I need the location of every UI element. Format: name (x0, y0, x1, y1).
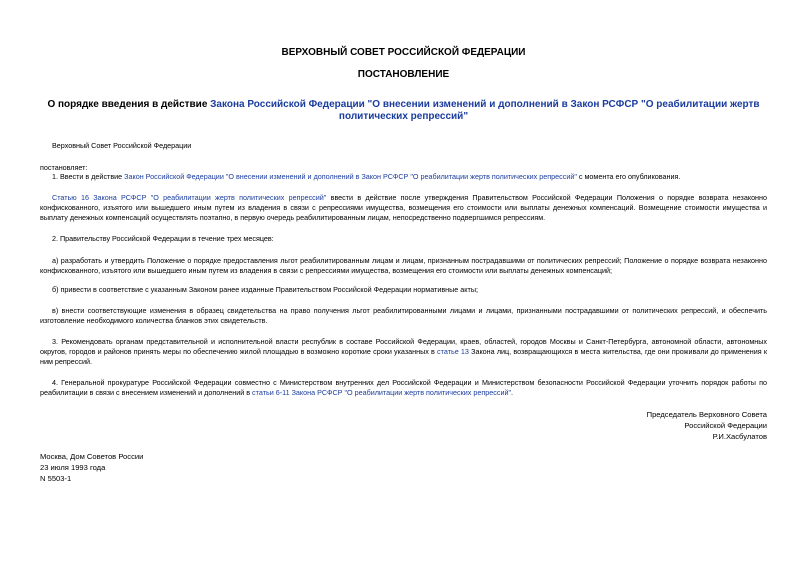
council-heading: ВЕРХОВНЫЙ СОВЕТ РОССИЙСКОЙ ФЕДЕРАЦИИ (281, 47, 526, 58)
paragraph-4 (40, 378, 767, 398)
paragraph-3 (40, 337, 767, 367)
p3-prefix: 3. Рекомендовать органам представительной и исполнительной власти республик в составе Российской Федерации, краев, областей, городов Москвы и Санкт-Петербурга, автономной области, автономных округов, городов и районов принять меры по обеспечению жилой площадью в возможно короткие сроки указанных в (40, 337, 767, 356)
intro-text: Верховный Совет Российской Федерации (52, 141, 192, 150)
paragraph-2a: а) разработать и утвердить Положение о порядке предоставления льгот реабилитированным лицам и лицам, признанным пострадавшими от политических репрессий; Положение о порядке возврата незаконно конфискованного, изъятого или вышедшего иным путем из владения в связи с репрессиями имущества, возмещения его стоимости или выплаты денежных компенсаций; (40, 256, 767, 275)
articles-6-11-link[interactable]: статьи 6-11 Закона РСФСР "О реабилитации жертв политических репрессий" (252, 388, 512, 397)
p3-suffix: Закона лиц, возвращающихся в места жительства, где они проживали до применения к ним репрессий. (40, 347, 768, 366)
p4-suffix: . (511, 388, 514, 397)
paragraph-1b (40, 193, 767, 223)
paragraph-2b: б) привести в соответствие с указанным Законом ранее изданные Правительством Российской Федерации нормативные акты; (52, 285, 478, 294)
doc-number: N 5503-1 (40, 474, 72, 483)
p1-prefix: 1. Ввести в действие (52, 172, 125, 181)
paragraph-2: 2. Правительству Российской Федерации в течение трех месяцев: (52, 234, 274, 243)
doc-type-heading: ПОСТАНОВЛЕНИЕ (357, 69, 450, 80)
p1-law-link[interactable]: Закон Российской Федерации "О внесении изменений и дополнений в Закон РСФСР "О реабилитации жертв политических репрессий" (124, 172, 577, 181)
paragraph-1 (40, 172, 767, 182)
place-text: Москва, Дом Советов России (40, 452, 144, 461)
paragraph-2c: в) внести соответствующие изменения в образец свидетельства на право получения льгот реабилитированными лицами и лицами, признанными пострадавшими от политических репрессий, и обеспечить изготовление необходимого количества бланков этих свидетельств. (40, 306, 767, 325)
place-date-block (40, 451, 143, 484)
title-prefix: О порядке введения в действие (47, 99, 211, 110)
signature-name: Р.И.Хасбулатов (712, 432, 767, 441)
p1b-text: ввести в действие после утверждения Правительством Российской Федерации Положения о порядке возврата незаконно конфискованного, изъятого или вышедшего иным путем из владения в связи с репрессиями имущества, возмещения его стоимости или выплаты денежных компенсаций. Возмещение стоимости имущества и выплату денежных компенсаций осуществлять поэтапно, в первую очередь реабилитированным лицам, непосредственно подвергшимся репрессиям. (40, 193, 767, 222)
document-title (40, 99, 767, 123)
resolves-text: постановляет: (40, 163, 88, 172)
date-text: 23 июля 1993 года (40, 463, 106, 472)
article-16-link[interactable]: Статью 16 Закона РСФСР "О реабилитации жертв политических репрессий" (52, 193, 327, 202)
signature-title: Председатель Верховного Совета (646, 410, 767, 419)
p4-prefix: 4. Генеральной прокуратуре Российской Федерации совместно с Министерством внутренних дел Российской Федерации и Министерством безопасности Российской Федерации уточнить порядок работы по реабилитации в связи с внесением изменений и дополнений в (40, 378, 767, 397)
signature-block (647, 409, 767, 442)
article-13-link[interactable]: статье 13 (437, 347, 469, 356)
signature-org: Российской Федерации (684, 421, 767, 430)
title-law-link[interactable]: Закона Российской Федерации "О внесении изменений и дополнений в Закон РСФСР "О реабилитации жертв политических репрессий" (210, 99, 760, 122)
p1-suffix: с момента его опубликования. (576, 172, 681, 181)
